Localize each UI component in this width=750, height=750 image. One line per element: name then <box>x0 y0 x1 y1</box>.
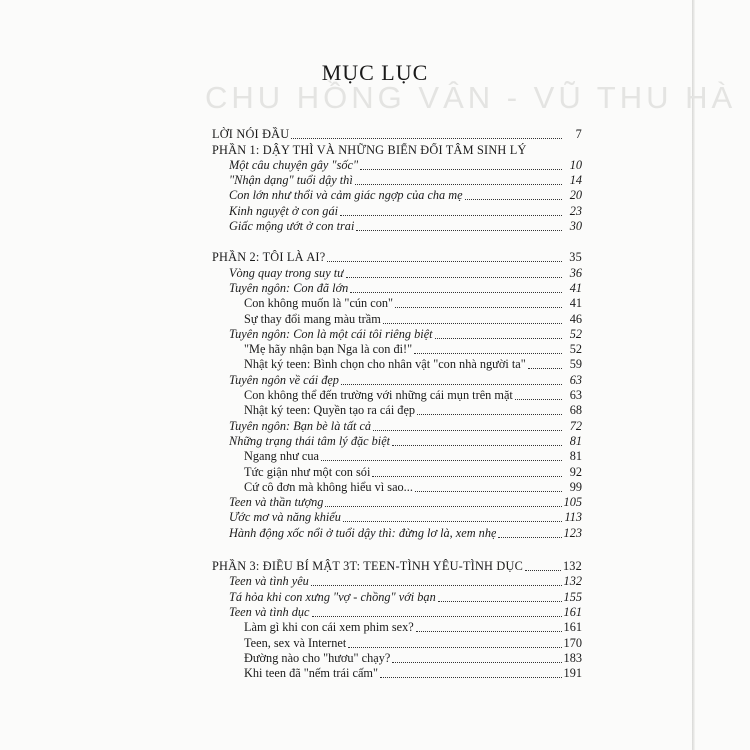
toc-leader-dots <box>350 292 562 293</box>
toc-entry-title: Teen và tình yêu <box>229 574 309 589</box>
toc-entry <box>212 449 582 464</box>
toc-entry-title: Vòng quay trong suy tư <box>229 265 344 280</box>
toc-leader-dots <box>311 585 562 586</box>
toc-leader-dots <box>416 631 562 632</box>
toc-leader-dots <box>435 338 562 339</box>
toc-entry-page: 113 <box>564 510 582 525</box>
toc-entry <box>212 434 582 449</box>
toc-entry-page: 183 <box>563 650 582 665</box>
toc-leader-dots <box>356 230 562 231</box>
toc-entry-title: Làm gì khi con cái xem phim sex? <box>244 620 414 635</box>
toc-entry-page: 7 <box>575 127 582 142</box>
toc-entry-title: Teen và thần tượng <box>229 495 324 510</box>
toc-entry <box>212 281 582 296</box>
toc-entry-title: Những trạng thái tâm lý đặc biệt <box>229 433 391 448</box>
toc-entry-page: 41 <box>569 280 582 295</box>
toc-entry <box>212 605 582 620</box>
toc-leader-dots <box>392 445 562 446</box>
toc-leader-dots <box>465 199 562 200</box>
toc-entry <box>212 342 582 357</box>
toc-entry-title: Kinh nguyệt ở con gái <box>229 203 339 218</box>
toc-leader-dots <box>360 169 562 170</box>
toc-entry-title: PHẦN 3: ĐIỀU BÍ MẬT 3T: TEEN-TÌNH YÊU-TÌNH DỤC <box>212 559 523 574</box>
toc-leader-dots <box>355 184 562 185</box>
toc-entry-title: Một câu chuyện gây "sốc" <box>229 157 359 172</box>
toc-entry-title: Tức giận như một con sói <box>244 464 371 479</box>
author-watermark: CHU HỒNG VÂN - VŨ THU HÀ <box>205 80 737 115</box>
toc-entry-title: Con lớn như thổi và cảm giác ngợp của cha mẹ <box>229 188 463 203</box>
toc-entry-title: Tá hỏa khi con xưng "vợ - chồng" với bạn <box>229 589 436 604</box>
toc-entry-page: 23 <box>569 203 582 218</box>
toc-leader-dots <box>528 368 562 369</box>
toc-leader-dots <box>348 647 561 648</box>
toc-entry <box>212 480 582 495</box>
toc-entry <box>212 403 582 418</box>
toc-entry-title: Nhật ký teen: Quyền tạo ra cái đẹp <box>244 403 416 418</box>
toc-entry-title: Đường nào cho "hươu" chạy? <box>244 650 391 665</box>
toc-entry-page: 92 <box>569 464 582 479</box>
toc-entry-title: Ước mơ và năng khiếu <box>229 510 341 525</box>
toc-entry <box>212 327 582 342</box>
toc-entry-page: 161 <box>563 620 582 635</box>
toc-entry-page: 81 <box>569 449 582 464</box>
toc-entry <box>212 296 582 311</box>
toc-leader-dots <box>327 261 562 262</box>
toc-entry-page: 63 <box>569 388 582 403</box>
toc-entry <box>212 635 582 650</box>
toc-entry-title: Con không muốn là "cún con" <box>244 296 394 311</box>
toc-entry-title: PHẦN 1: DẬY THÌ VÀ NHỮNG BIẾN ĐỔI TÂM SINH LÝ <box>212 142 527 157</box>
toc-entry <box>212 311 582 326</box>
toc-leader-dots <box>372 476 562 477</box>
toc-entry-page: 41 <box>569 296 582 311</box>
toc-entry <box>212 495 582 510</box>
toc-leader-dots <box>415 491 562 492</box>
toc-entry-title: PHẦN 2: TÔI LÀ AI? <box>212 250 326 265</box>
toc-leader-dots <box>343 521 562 522</box>
toc-entry-page: 68 <box>569 403 582 418</box>
toc-leader-dots <box>340 215 562 216</box>
toc-leader-dots <box>525 570 561 571</box>
toc-entry-page: 161 <box>563 604 582 619</box>
toc-entry <box>212 574 582 589</box>
toc-entry <box>212 142 582 157</box>
toc-entry-page: 170 <box>563 635 582 650</box>
toc-entry <box>212 651 582 666</box>
toc-leader-dots <box>380 677 562 678</box>
toc-entry <box>212 127 582 142</box>
toc-entry-page: 46 <box>569 311 582 326</box>
toc-entry <box>212 203 582 218</box>
toc-entry-page: 35 <box>569 250 582 265</box>
toc-entry-title: Nhật ký teen: Bình chọn cho nhân vật "con nhà người ta" <box>244 357 526 372</box>
toc-entry <box>212 357 582 372</box>
toc-entry <box>212 372 582 387</box>
toc-leader-dots <box>373 430 562 431</box>
toc-leader-dots <box>395 307 562 308</box>
toc-entry-page: 63 <box>569 372 582 387</box>
toc-entry <box>212 219 582 234</box>
toc-entry-title: Tuyên ngôn: Bạn bè là tất cả <box>229 418 372 433</box>
toc-entry-page: 99 <box>569 479 582 494</box>
toc-entry-title: Tuyên ngôn về cái đẹp <box>229 372 339 387</box>
toc-entry-title: Tuyên ngôn: Con đã lớn <box>229 280 349 295</box>
toc-entry-page: 81 <box>569 433 582 448</box>
toc-leader-dots <box>414 353 562 354</box>
toc-entry-page: 52 <box>569 326 582 341</box>
table-of-contents <box>212 127 582 681</box>
toc-leader-dots <box>417 414 562 415</box>
toc-entry <box>212 559 582 574</box>
toc-leader-dots <box>346 277 562 278</box>
toc-entry-page: 105 <box>563 495 582 510</box>
toc-entry-page: 52 <box>569 342 582 357</box>
toc-entry-title: Hành động xốc nổi ở tuổi dậy thì: đừng lơ là, xem nhẹ <box>229 525 497 540</box>
toc-entry <box>212 418 582 433</box>
toc-entry-title: Ngang như cua <box>244 449 319 464</box>
toc-entry <box>212 525 582 540</box>
toc-entry-page: 59 <box>569 357 582 372</box>
toc-leader-dots <box>498 537 561 538</box>
toc-leader-dots <box>383 323 562 324</box>
toc-entry-title: "Nhận dạng" tuổi dậy thì <box>229 173 353 188</box>
toc-leader-dots <box>321 460 562 461</box>
toc-entry-page: 20 <box>569 188 582 203</box>
toc-leader-dots <box>515 399 562 400</box>
toc-leader-dots <box>291 138 562 139</box>
toc-leader-dots <box>312 616 562 617</box>
toc-entry <box>212 173 582 188</box>
toc-entry <box>212 265 582 280</box>
toc-entry-page: 30 <box>569 219 582 234</box>
toc-entry-title: Teen, sex và Internet <box>244 635 347 650</box>
toc-entry <box>212 158 582 173</box>
toc-entry-title: Con không thể đến trường với những cái mụn trên mặt <box>244 388 513 403</box>
toc-entry-page: 72 <box>569 418 582 433</box>
toc-entry-page: 132 <box>562 559 582 574</box>
toc-leader-dots <box>438 601 562 602</box>
toc-entry-title: "Mẹ hãy nhận bạn Nga là con đi!" <box>244 342 413 357</box>
toc-entry-title: Sự thay đổi mang màu trầm <box>244 311 381 326</box>
toc-entry-page: 191 <box>563 666 582 681</box>
page-title: MỤC LỤC <box>321 60 429 85</box>
toc-entry <box>212 666 582 681</box>
toc-entry-title: Khi teen đã "nếm trái cấm" <box>244 666 378 681</box>
toc-leader-dots <box>392 662 561 663</box>
toc-entry-title: Teen và tình dục <box>229 604 310 619</box>
toc-entry-page: 132 <box>563 574 582 589</box>
toc-entry <box>212 589 582 604</box>
toc-entry-page: 155 <box>563 589 582 604</box>
toc-leader-dots <box>325 506 561 507</box>
toc-entry-page: 36 <box>569 265 582 280</box>
toc-entry-title: Cứ cô đơn mà không hiểu vì sao... <box>244 479 413 494</box>
toc-entry-page: 14 <box>569 173 582 188</box>
toc-entry <box>212 620 582 635</box>
toc-entry <box>212 188 582 203</box>
toc-entry <box>212 464 582 479</box>
toc-entry <box>212 510 582 525</box>
toc-entry-title: Tuyên ngôn: Con là một cái tôi riêng biệt <box>229 326 433 341</box>
toc-entry <box>212 388 582 403</box>
toc-leader-dots <box>341 384 562 385</box>
toc-entry-page: 10 <box>569 157 582 172</box>
toc-entry <box>212 250 582 265</box>
toc-entry-title: Giấc mộng ướt ở con trai <box>229 219 355 234</box>
toc-entry-title: LỜI NÓI ĐẦU <box>212 127 290 142</box>
toc-entry-page: 123 <box>563 525 582 540</box>
